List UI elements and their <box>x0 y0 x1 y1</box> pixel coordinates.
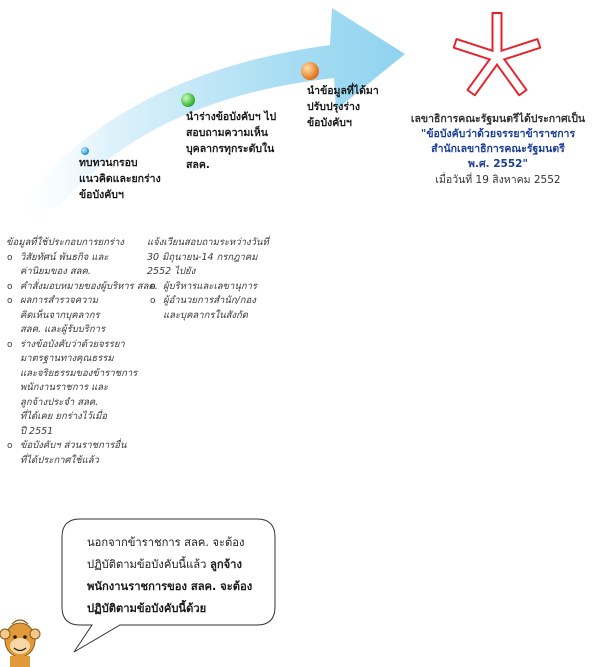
monkey-emoticon <box>0 620 40 667</box>
step-2-line: สลค. <box>186 159 210 171</box>
asterisk-icon <box>454 13 540 95</box>
step-3-line: ข้อบังคับฯ <box>307 117 352 129</box>
step-3-label <box>307 83 379 131</box>
list-item: o วิสัยทัศน์ พันธกิจ และ ค่านิยมของ สลค. <box>6 251 146 280</box>
list-heading: 30 มิถุนายน-14 กรกฎาคม <box>147 251 258 263</box>
consultation-list <box>147 236 297 323</box>
step-3-line: นำข้อมูลที่ได้มา <box>307 85 379 97</box>
list-item: o ผู้บริหารและเลขานุการ <box>147 280 297 295</box>
step-2-line: บุคลากรทุกระดับใน <box>186 143 275 155</box>
announcement-line: เลขาธิการคณะรัฐมนตรีได้ประกาศเป็น <box>410 113 586 125</box>
step-1-line: ทบทวนกรอบ <box>79 157 138 169</box>
step-dot-3 <box>301 62 319 80</box>
regulation-title: สำนักเลขาธิการคณะรัฐมนตรี <box>431 143 565 155</box>
step-1-label <box>79 155 161 203</box>
list-item: o ข้อบังคับฯ ส่วนราชการอื่น ที่ได้ประกาศใช้แล้ว <box>6 439 146 468</box>
speech-bubble-text: นอกจากข้าราชการ สลค. จะต้อง ปฏิบัติตามข้อบังคับนี้แล้ว ลูกจ้าง พนักงานราชการของ สลค. จะต้อง ปฏิบัติตามข้อบังคับนี้ด้วย <box>87 536 253 615</box>
list-heading: แจ้งเวียนสอบถามระหว่างวันที่ <box>147 237 269 248</box>
list-heading: ข้อมูลที่ใช้ประกอบการยกร่าง <box>6 237 124 248</box>
step-1-line: แนวคิดและยกร่าง <box>79 173 161 185</box>
announcement-date: เมื่อวันที่ 19 สิงหาคม 2552 <box>435 174 561 186</box>
step-3-line: ปรับปรุงร่าง <box>307 101 361 113</box>
step-2-line: นำร่างข้อบังคับฯ ไป <box>186 111 277 123</box>
list-item: o คำสั่งมอบหมายของผู้บริหาร สลค. <box>6 280 146 295</box>
step-1-line: ข้อบังคับฯ <box>79 189 124 201</box>
list-heading: 2552 ไปยัง <box>147 266 196 277</box>
list-item: o ผลการสำรวจความ คิดเห็นจากบุคลากร สลค. และผู้รับบริการ <box>6 294 146 338</box>
announcement-block <box>405 112 591 188</box>
regulation-title: "ข้อบังคับว่าด้วยจรรยาข้าราชการ <box>420 128 576 140</box>
regulation-title: พ.ศ. 2552" <box>468 158 528 170</box>
step-2-line: สอบถามความเห็น <box>186 127 268 139</box>
list-item: o ผู้อำนวยการสำนัก/กอง และบุคลากรในสังกัด <box>147 294 297 323</box>
step-2-label <box>186 109 276 173</box>
step-dot-1 <box>81 147 89 155</box>
step-dot-2 <box>181 93 195 107</box>
input-data-list <box>6 236 158 468</box>
list-item: o ร่างข้อบังคับว่าด้วยจรรยา มาตรฐานทางคุณธรรม และจริยธรรมของข้าราชการ พนักงานราชการ และ ลูกจ้างประจำ สลค. ที่ได้เคย ยกร่างไว้เมื่อ ปี 2551 <box>6 338 146 440</box>
